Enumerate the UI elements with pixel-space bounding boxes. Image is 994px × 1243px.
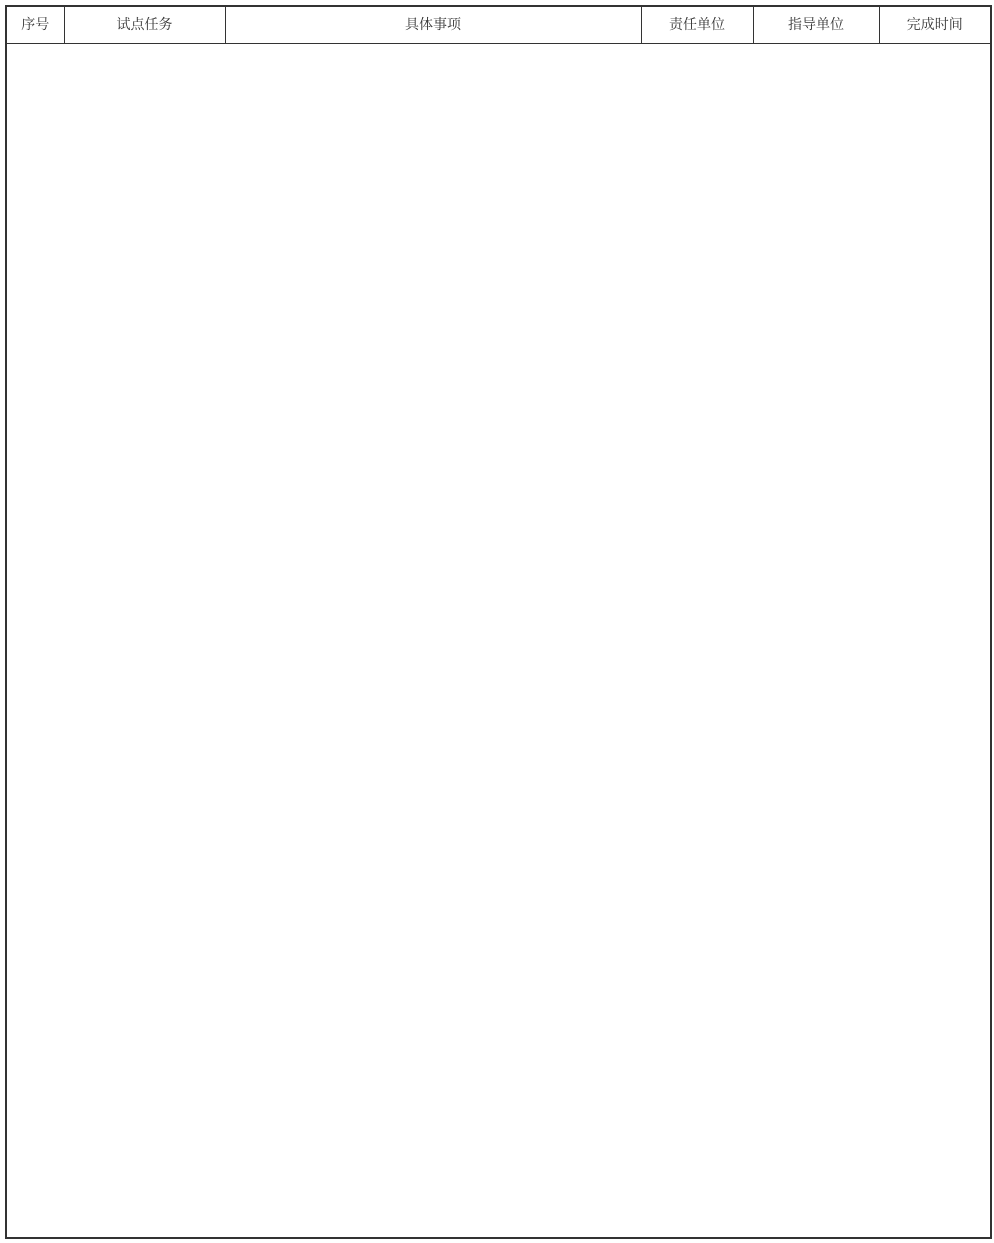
- table-row: [6, 709, 991, 749]
- header-row: [6, 6, 991, 43]
- table-row: [6, 198, 991, 258]
- table-row: [6, 1103, 991, 1141]
- header-time: 完成时间: [879, 6, 991, 43]
- table-row: [6, 258, 991, 314]
- header-task: 试点任务: [64, 6, 225, 43]
- table-row: [6, 868, 991, 907]
- table-row: [6, 1061, 991, 1103]
- table-row: [6, 433, 991, 473]
- table-row: [6, 551, 991, 591]
- table-row: [6, 473, 991, 511]
- table-row: [6, 43, 991, 83]
- table-row: [6, 1180, 991, 1238]
- table-row: [6, 826, 991, 868]
- table-row: [6, 669, 991, 709]
- table-row: [6, 393, 991, 433]
- table-row: [6, 630, 991, 669]
- header-seq: 序号: [6, 6, 64, 43]
- table-row: [6, 591, 991, 630]
- table-row: [6, 1141, 991, 1180]
- table-body: [6, 43, 991, 1238]
- table-row: [6, 749, 991, 789]
- table-row: [6, 789, 991, 826]
- table-row: [6, 141, 991, 198]
- table-row: [6, 907, 991, 964]
- header-responsible: 责任单位: [641, 6, 753, 43]
- table-row: [6, 511, 991, 551]
- table-row: [6, 83, 991, 141]
- table-row: [6, 314, 991, 354]
- pilot-tasks-table: [5, 5, 992, 1239]
- table-row: [6, 964, 991, 1061]
- header-item: 具体事项: [225, 6, 641, 43]
- table-header: [6, 6, 991, 43]
- table-row: [6, 354, 991, 393]
- header-guide: 指导单位: [753, 6, 879, 43]
